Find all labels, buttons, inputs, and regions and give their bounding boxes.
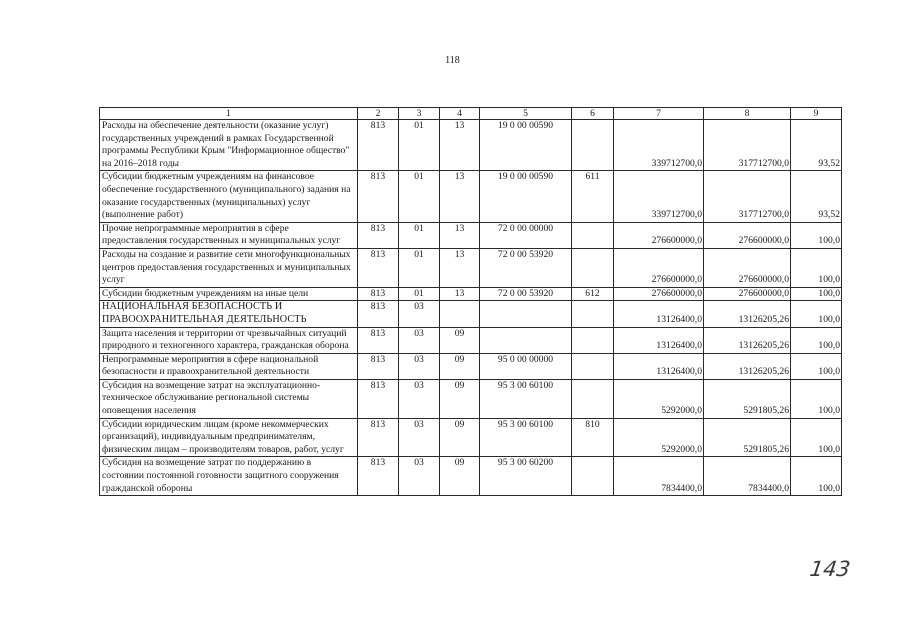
header-cell: 4: [440, 108, 480, 120]
grbs-code-cell: 813: [358, 171, 399, 222]
table-row: [100, 287, 842, 301]
table-header-row: [100, 108, 842, 120]
grbs-code-cell: 813: [358, 327, 399, 353]
expense-type-cell: [572, 327, 614, 353]
execution-percent-cell: 100,0: [791, 301, 842, 327]
row-name-cell: Субсидия на возмещение затрат на эксплуатационно-техническое обслуживание региональной системы оповещения населения: [100, 379, 358, 418]
table-row: [100, 171, 842, 222]
expense-type-cell: 810: [572, 418, 614, 457]
target-article-cell: 95 3 00 60200: [480, 457, 572, 496]
header-cell: 7: [614, 108, 704, 120]
row-name-cell: Защита населения и территории от чрезвычайных ситуаций природного и техногенного характера, гражданская оборона: [100, 327, 358, 353]
executed-amount-cell: 276600000,0: [704, 222, 791, 248]
header-cell: 8: [704, 108, 791, 120]
planned-amount-cell: 276600000,0: [614, 248, 704, 287]
expense-type-cell: [572, 301, 614, 327]
execution-percent-cell: 100,0: [791, 287, 842, 301]
planned-amount-cell: 5292000,0: [614, 379, 704, 418]
target-article-cell: 19 0 00 00590: [480, 120, 572, 171]
section-code-cell: 01: [399, 171, 440, 222]
grbs-code-cell: 813: [358, 457, 399, 496]
section-code-cell: 01: [399, 222, 440, 248]
header-cell: 3: [399, 108, 440, 120]
executed-amount-cell: 276600000,0: [704, 287, 791, 301]
header-cell: 6: [572, 108, 614, 120]
header-cell: 5: [480, 108, 572, 120]
row-name-cell: Расходы на обеспечение деятельности (оказание услуг) государственных учреждений в рамках Государственной программы Республики Крым "Информационное общество" на 2016–2018 годы: [100, 120, 358, 171]
target-article-cell: [480, 301, 572, 327]
handwritten-page-number: 143: [808, 557, 852, 581]
execution-percent-cell: 100,0: [791, 418, 842, 457]
target-article-cell: [480, 327, 572, 353]
subsection-code-cell: [440, 301, 480, 327]
subsection-code-cell: 13: [440, 171, 480, 222]
grbs-code-cell: 813: [358, 120, 399, 171]
expense-type-cell: [572, 120, 614, 171]
row-name-cell: Расходы на создание и развитие сети многофункциональных центров предоставления государственных и муниципальных услуг: [100, 248, 358, 287]
target-article-cell: 72 0 00 53920: [480, 287, 572, 301]
subsection-code-cell: 09: [440, 457, 480, 496]
executed-amount-cell: 317712700,0: [704, 120, 791, 171]
table-row: [100, 301, 842, 327]
subsection-code-cell: 09: [440, 379, 480, 418]
expense-type-cell: 611: [572, 171, 614, 222]
header-cell: 1: [100, 108, 358, 120]
row-name-cell: НАЦИОНАЛЬНАЯ БЕЗОПАСНОСТЬ И ПРАВООХРАНИТЕЛЬНАЯ ДЕЯТЕЛЬНОСТЬ: [100, 301, 358, 327]
section-code-cell: 03: [399, 457, 440, 496]
executed-amount-cell: 13126205,26: [704, 301, 791, 327]
execution-percent-cell: 93,52: [791, 171, 842, 222]
table-row: [100, 222, 842, 248]
planned-amount-cell: 339712700,0: [614, 120, 704, 171]
row-name-cell: Субсидия на возмещение затрат по поддержанию в состоянии постоянной готовности защитного сооружения гражданской обороны: [100, 457, 358, 496]
section-code-cell: 03: [399, 379, 440, 418]
grbs-code-cell: 813: [358, 379, 399, 418]
executed-amount-cell: 276600000,0: [704, 248, 791, 287]
table-row: [100, 120, 842, 171]
page-number: 118: [445, 55, 460, 66]
executed-amount-cell: 5291805,26: [704, 379, 791, 418]
section-code-cell: 03: [399, 353, 440, 379]
table-row: [100, 353, 842, 379]
grbs-code-cell: 813: [358, 301, 399, 327]
expense-type-cell: [572, 248, 614, 287]
execution-percent-cell: 100,0: [791, 222, 842, 248]
executed-amount-cell: 13126205,26: [704, 327, 791, 353]
subsection-code-cell: 13: [440, 222, 480, 248]
target-article-cell: 72 0 00 53920: [480, 248, 572, 287]
table-row: [100, 418, 842, 457]
subsection-code-cell: 09: [440, 353, 480, 379]
planned-amount-cell: 5292000,0: [614, 418, 704, 457]
header-cell: 9: [791, 108, 842, 120]
section-code-cell: 01: [399, 287, 440, 301]
execution-percent-cell: 100,0: [791, 248, 842, 287]
row-name-cell: Непрограммные мероприятия в сфере национальной безопасности и правоохранительной деятельности: [100, 353, 358, 379]
grbs-code-cell: 813: [358, 287, 399, 301]
grbs-code-cell: 813: [358, 248, 399, 287]
expense-type-cell: [572, 379, 614, 418]
target-article-cell: 95 3 00 60100: [480, 379, 572, 418]
execution-percent-cell: 100,0: [791, 353, 842, 379]
target-article-cell: 95 0 00 00000: [480, 353, 572, 379]
section-code-cell: 01: [399, 248, 440, 287]
subsection-code-cell: 09: [440, 418, 480, 457]
target-article-cell: 19 0 00 00590: [480, 171, 572, 222]
subsection-code-cell: 13: [440, 287, 480, 301]
executed-amount-cell: 317712700,0: [704, 171, 791, 222]
planned-amount-cell: 276600000,0: [614, 287, 704, 301]
budget-table: [99, 107, 842, 496]
table-row: [100, 379, 842, 418]
execution-percent-cell: 100,0: [791, 379, 842, 418]
row-name-cell: Субсидии бюджетным учреждениям на финансовое обеспечение государственного (муниципального) задания на оказание государственных (муниципальных) услуг (выполнение работ): [100, 171, 358, 222]
table-row: [100, 457, 842, 496]
subsection-code-cell: 13: [440, 248, 480, 287]
grbs-code-cell: 813: [358, 222, 399, 248]
planned-amount-cell: 13126400,0: [614, 353, 704, 379]
table-row: [100, 248, 842, 287]
executed-amount-cell: 5291805,26: [704, 418, 791, 457]
planned-amount-cell: 13126400,0: [614, 301, 704, 327]
execution-percent-cell: 100,0: [791, 327, 842, 353]
executed-amount-cell: 7834400,0: [704, 457, 791, 496]
section-code-cell: 03: [399, 301, 440, 327]
grbs-code-cell: 813: [358, 418, 399, 457]
section-code-cell: 03: [399, 418, 440, 457]
grbs-code-cell: 813: [358, 353, 399, 379]
planned-amount-cell: 276600000,0: [614, 222, 704, 248]
target-article-cell: 72 0 00 00000: [480, 222, 572, 248]
expense-type-cell: [572, 457, 614, 496]
section-code-cell: 01: [399, 120, 440, 171]
execution-percent-cell: 93,52: [791, 120, 842, 171]
planned-amount-cell: 13126400,0: [614, 327, 704, 353]
planned-amount-cell: 7834400,0: [614, 457, 704, 496]
executed-amount-cell: 13126205,26: [704, 353, 791, 379]
header-cell: 2: [358, 108, 399, 120]
expense-type-cell: [572, 222, 614, 248]
target-article-cell: 95 3 00 60100: [480, 418, 572, 457]
table-row: [100, 327, 842, 353]
planned-amount-cell: 339712700,0: [614, 171, 704, 222]
expense-type-cell: [572, 353, 614, 379]
subsection-code-cell: 13: [440, 120, 480, 171]
execution-percent-cell: 100,0: [791, 457, 842, 496]
row-name-cell: Субсидии бюджетным учреждениям на иные цели: [100, 287, 358, 301]
expense-type-cell: 612: [572, 287, 614, 301]
subsection-code-cell: 09: [440, 327, 480, 353]
row-name-cell: Субсидии юридическим лицам (кроме некоммерческих организаций), индивидуальным предпринимателям, физическим лицам – производителям товаров, работ, услуг: [100, 418, 358, 457]
row-name-cell: Прочие непрограммные мероприятия в сфере предоставления государственных и муниципальных услуг: [100, 222, 358, 248]
section-code-cell: 03: [399, 327, 440, 353]
